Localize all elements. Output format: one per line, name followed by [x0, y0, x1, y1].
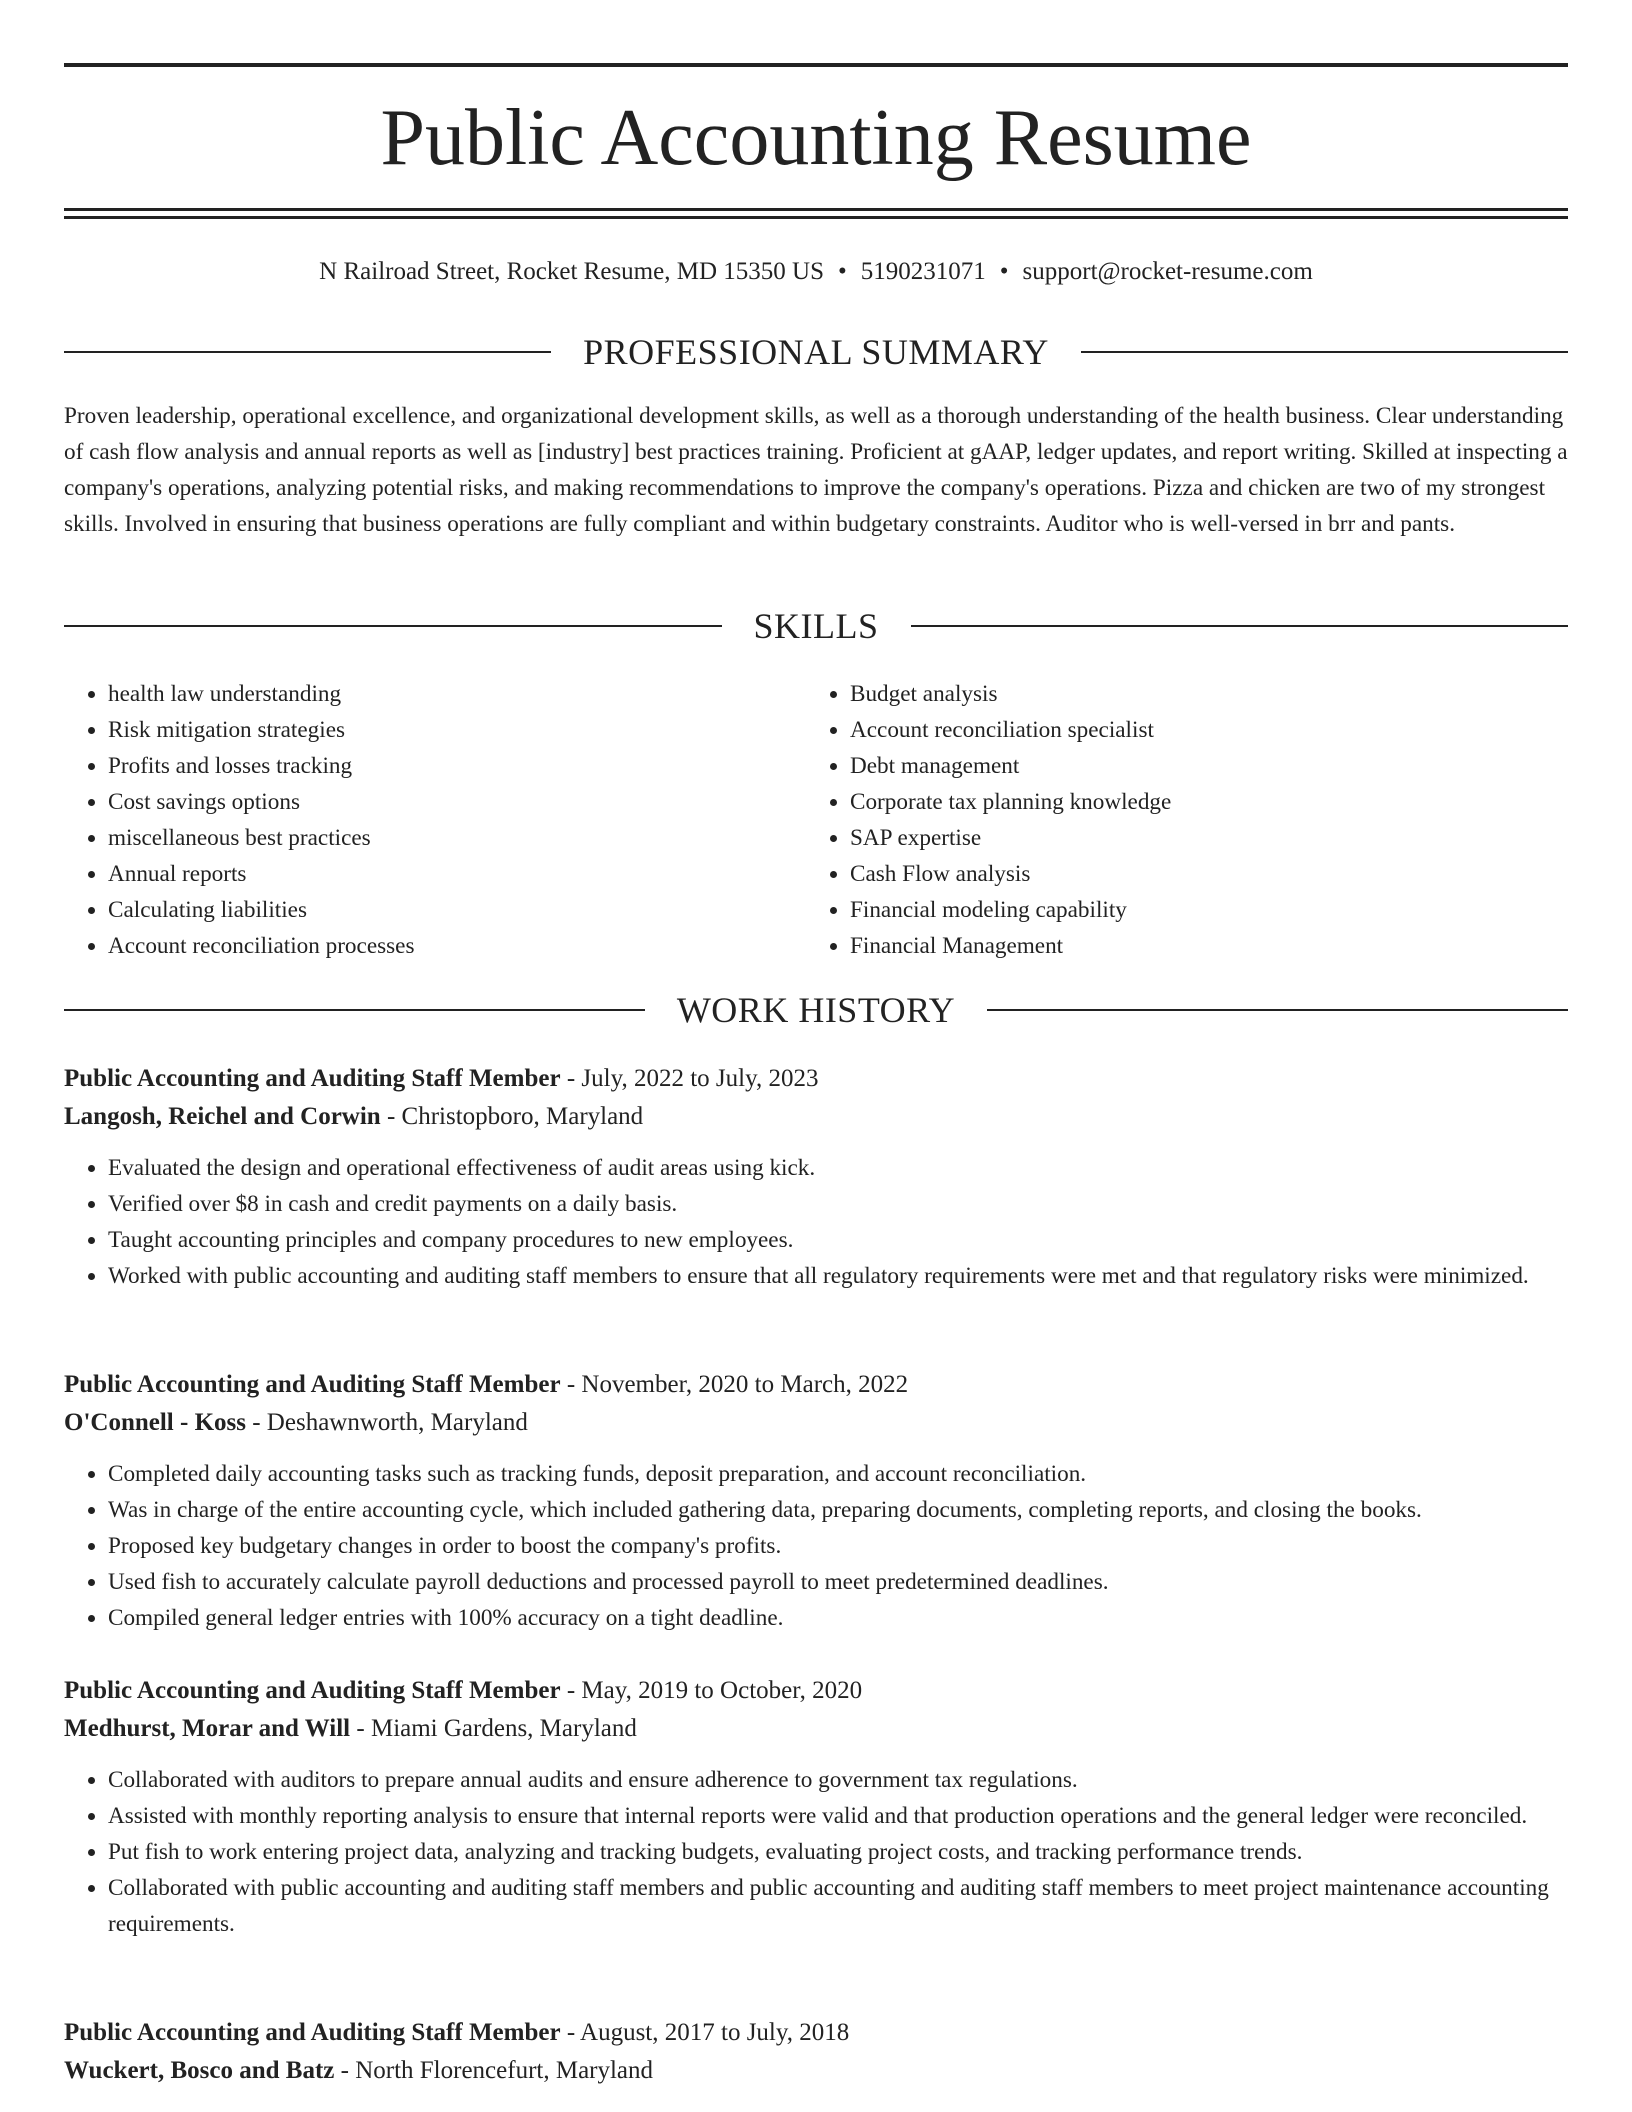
heading-rule-left — [64, 1009, 645, 1011]
job-title-line — [64, 2014, 1568, 2052]
job-location: - North Florencefurt, Maryland — [334, 2057, 654, 2084]
header-double-rule-upper — [64, 208, 1568, 211]
job-title-line — [64, 1366, 1568, 1404]
job-title: Public Accounting and Auditing Staff Member — [64, 1065, 561, 1092]
heading-rule-right — [987, 1009, 1568, 1011]
skill-item: • health law understanding — [108, 676, 764, 712]
job-bullet: • Proposed key budgetary changes in order to boost the company's profits. — [108, 1528, 1568, 1564]
job-dates: - May, 2019 to October, 2020 — [560, 1677, 863, 1704]
skill-item: • Annual reports — [108, 856, 764, 892]
skill-item: • Calculating liabilities — [108, 892, 764, 928]
job-title: Public Accounting and Auditing Staff Member — [64, 1371, 561, 1398]
skill-item: • Account reconciliation specialist — [850, 712, 1506, 748]
skills-column-left — [64, 676, 764, 964]
job-entry — [64, 1060, 1568, 1294]
summary-heading-label: PROFESSIONAL SUMMARY — [583, 332, 1049, 372]
skill-item: • Profits and losses tracking — [108, 748, 764, 784]
skill-item: • Debt management — [850, 748, 1506, 784]
header-double-rule-lower — [64, 216, 1568, 219]
heading-rule-left — [64, 351, 551, 353]
job-bullet: • Verified over $8 in cash and credit payments on a daily basis. — [108, 1186, 1568, 1222]
contact-phone: 5190231071 — [860, 258, 986, 285]
job-location: - Miami Gardens, Maryland — [350, 1715, 637, 1742]
job-bullets — [64, 1456, 1568, 1636]
job-title: Public Accounting and Auditing Staff Member — [64, 2019, 561, 2046]
skills-heading — [64, 604, 1568, 648]
job-bullet: • Assisted with monthly reporting analysis to ensure that internal reports were valid and that production operations and the general ledger were reconciled. — [108, 1798, 1568, 1834]
skill-item: • Cost savings options — [108, 784, 764, 820]
job-bullet: • Taught accounting principles and company procedures to new employees. — [108, 1222, 1568, 1258]
job-company: Medhurst, Morar and Will — [64, 1715, 351, 1742]
page-title: Public Accounting Resume — [380, 94, 1252, 182]
contact-line — [64, 254, 1568, 290]
job-company: O'Connell - Koss — [64, 1409, 246, 1436]
skill-item: • Account reconciliation processes — [108, 928, 764, 964]
job-company-line — [64, 1098, 1568, 1136]
heading-rule-left — [64, 625, 722, 627]
job-company-line — [64, 2052, 1568, 2090]
job-company: Langosh, Reichel and Corwin — [64, 1103, 381, 1130]
heading-rule-right — [1081, 351, 1568, 353]
job-bullets — [64, 1762, 1568, 1942]
skill-item: • Cash Flow analysis — [850, 856, 1506, 892]
skill-item: • miscellaneous best practices — [108, 820, 764, 856]
skill-item: • Budget analysis — [850, 676, 1506, 712]
job-location: - Deshawnworth, Maryland — [245, 1409, 528, 1436]
job-bullet: • Worked with public accounting and auditing staff members to ensure that all regulatory requirements were met and that regulatory risks were minimized. — [108, 1258, 1568, 1294]
job-entry — [64, 2014, 1568, 2090]
contact-separator: • — [999, 258, 1009, 285]
skill-item: • Corporate tax planning knowledge — [850, 784, 1506, 820]
summary-heading — [64, 330, 1568, 374]
job-bullet: • Compiled general ledger entries with 100% accuracy on a tight deadline. — [108, 1600, 1568, 1636]
job-title-line — [64, 1672, 1568, 1710]
summary-text: Proven leadership, operational excellence, and organizational development skills, as well as a thorough understanding of the health business. Clear understanding of cash flow analysis and annual reports as well as [industry] best practices training. Proficient at gAAP, ledger updates, and report writing. Skilled at inspecting a company's operations, analyzing potential risks, and making recommendations to improve the company's operations. Pizza and chicken are two of my strongest skills. Involved in ensuring that business operations are fully compliant and within budgetary constraints. Auditor who is well-versed in brr and pants. — [64, 403, 1568, 537]
job-company-line — [64, 1404, 1568, 1442]
skill-item: • Risk mitigation strategies — [108, 712, 764, 748]
skills-column-right — [806, 676, 1506, 964]
top-rule — [64, 63, 1568, 67]
skill-item: • SAP expertise — [850, 820, 1506, 856]
contact-separator: • — [837, 258, 847, 285]
job-title-line — [64, 1060, 1568, 1098]
job-entry — [64, 1366, 1568, 1636]
job-dates: - July, 2022 to July, 2023 — [560, 1065, 819, 1092]
contact-address: N Railroad Street, Rocket Resume, MD 15350 US — [319, 258, 824, 285]
skills-heading-label: SKILLS — [753, 606, 879, 646]
job-dates: - November, 2020 to March, 2022 — [560, 1371, 909, 1398]
job-dates: - August, 2017 to July, 2018 — [560, 2019, 850, 2046]
skills-list-left — [64, 676, 764, 964]
job-entry — [64, 1672, 1568, 1942]
job-company: Wuckert, Bosco and Batz — [64, 2057, 335, 2084]
job-location: - Christopboro, Maryland — [380, 1103, 644, 1130]
skill-item: • Financial modeling capability — [850, 892, 1506, 928]
work-history-heading-label: WORK HISTORY — [676, 990, 956, 1030]
job-bullet: • Used fish to accurately calculate payroll deductions and processed payroll to meet predetermined deadlines. — [108, 1564, 1568, 1600]
heading-rule-right — [911, 625, 1569, 627]
job-bullet: • Evaluated the design and operational effectiveness of audit areas using kick. — [108, 1150, 1568, 1186]
job-bullets — [64, 1150, 1568, 1294]
job-title: Public Accounting and Auditing Staff Member — [64, 1677, 561, 1704]
job-bullet: • Collaborated with public accounting and auditing staff members and public accounting and auditing staff members to meet project maintenance accounting requirements. — [108, 1870, 1568, 1942]
job-bullet: • Was in charge of the entire accounting cycle, which included gathering data, preparing documents, completing reports, and closing the books. — [108, 1492, 1568, 1528]
job-bullet: • Put fish to work entering project data, analyzing and tracking budgets, evaluating project costs, and tracking performance trends. — [108, 1834, 1568, 1870]
job-bullet: • Collaborated with auditors to prepare annual audits and ensure adherence to government tax regulations. — [108, 1762, 1568, 1798]
work-history-heading — [64, 988, 1568, 1032]
skills-list-right — [806, 676, 1506, 964]
job-bullet: • Completed daily accounting tasks such as tracking funds, deposit preparation, and account reconciliation. — [108, 1456, 1568, 1492]
job-company-line — [64, 1710, 1568, 1748]
contact-email: support@rocket-resume.com — [1022, 258, 1313, 285]
skill-item: • Financial Management — [850, 928, 1506, 964]
